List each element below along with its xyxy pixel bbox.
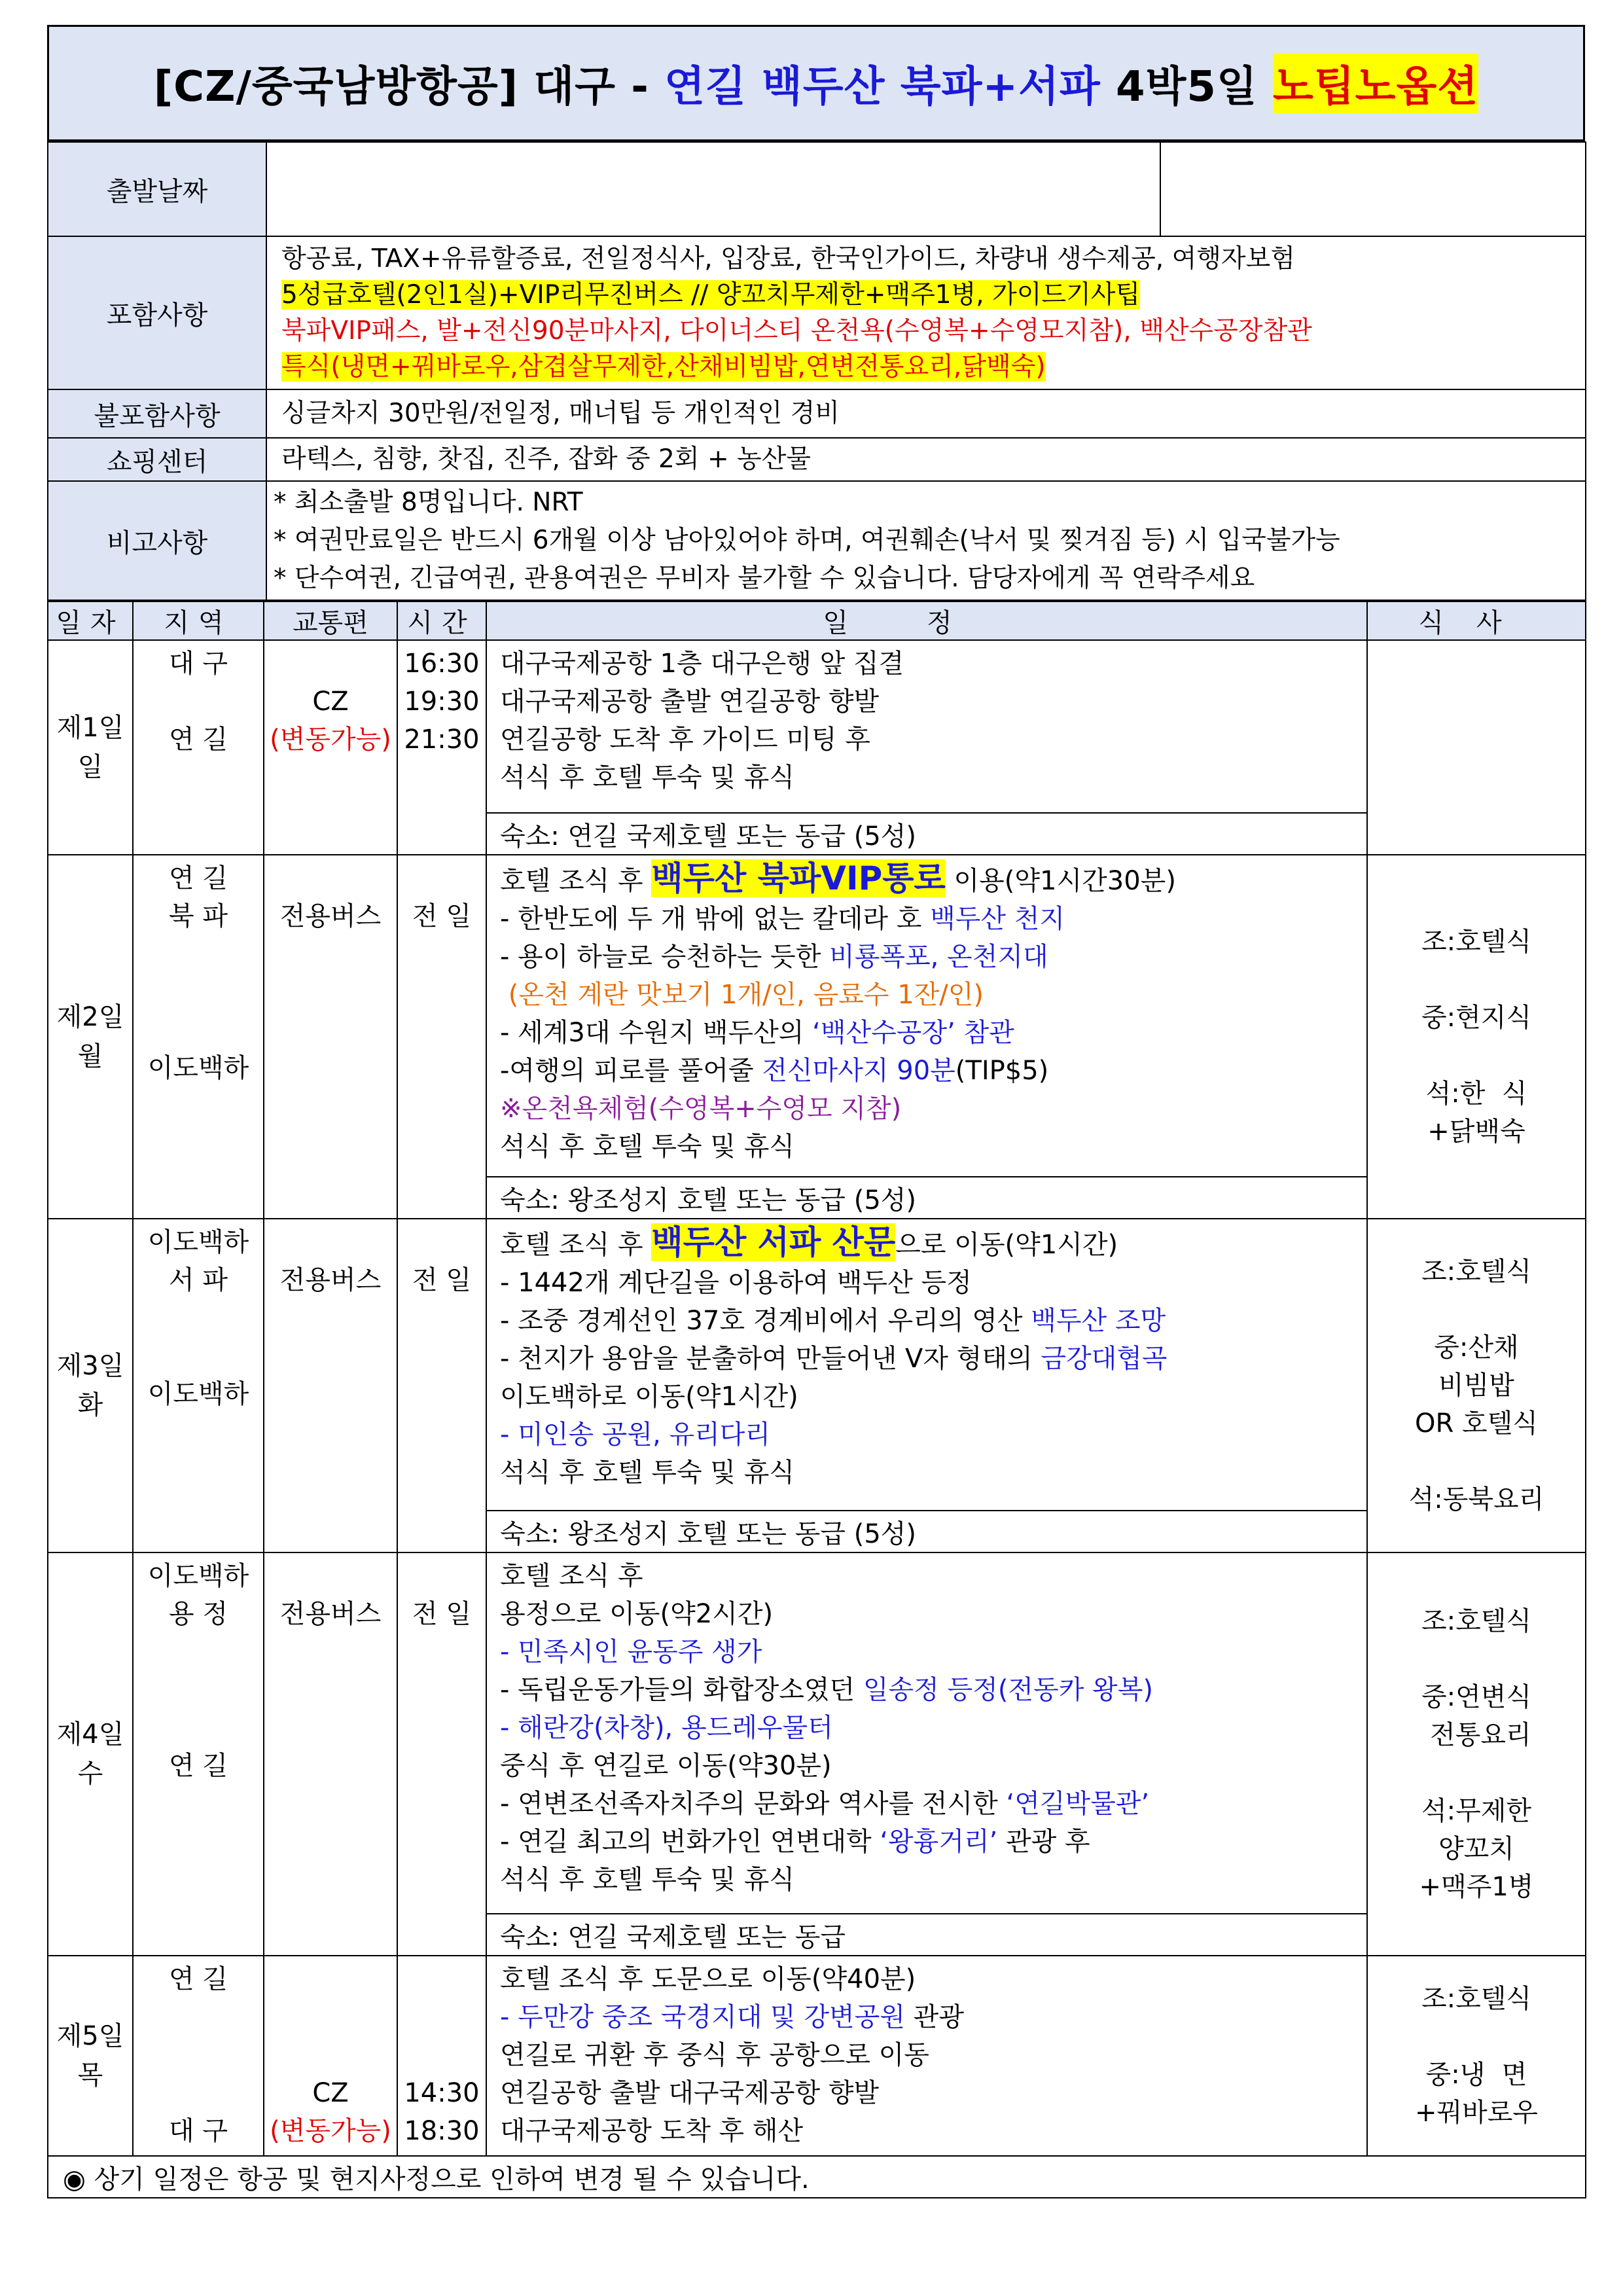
meal: 석:한 식	[1425, 1079, 1527, 1109]
transport-note: (변동가능)	[270, 2116, 391, 2146]
schedule-line	[500, 938, 1366, 976]
text: - 연길 최고의 번화가인 연변대학	[500, 1827, 880, 1857]
attraction: ‘연길박물관’	[1006, 1789, 1150, 1819]
header-day: 일자	[48, 601, 133, 640]
schedule-line: 대구국제공항 출발 연길공항 향발	[500, 687, 880, 717]
meal: 조:호텔식	[1421, 927, 1532, 957]
attraction: 금강대협곡	[1041, 1344, 1168, 1374]
schedule-line	[500, 1785, 1366, 1823]
meal: +꿔바로우	[1414, 2098, 1539, 2128]
itinerary-document	[47, 25, 1585, 2198]
day-weekday: 일	[77, 752, 103, 782]
text: -여행의 피로를 풀어줄	[500, 1056, 762, 1086]
schedule-line: - 1442개 계단길을 이용하여 백두산 등정	[500, 1268, 972, 1298]
day-row	[48, 1219, 1586, 1511]
region-cell	[133, 1956, 264, 2156]
day-weekday: 월	[77, 1041, 103, 1071]
day-row	[48, 640, 1586, 813]
header-schedule: 일정	[486, 601, 1367, 640]
header-time: 시간	[397, 601, 486, 640]
day-weekday: 수	[77, 1759, 103, 1789]
region-cell	[133, 1552, 264, 1956]
schedule-line	[500, 1052, 1366, 1090]
region: 연 길	[169, 1964, 228, 1994]
region-spacer	[134, 1633, 263, 1747]
text: 으로 이동(약1시간)	[895, 1230, 1118, 1260]
schedule-line: 중식 후 연길로 이동(약30분)	[500, 1751, 832, 1781]
included-line	[281, 277, 1585, 313]
meal-spacer	[1368, 1291, 1585, 1329]
transport-cell	[264, 855, 397, 1219]
schedule-header	[48, 601, 1586, 640]
schedule-line	[500, 859, 1366, 900]
text: - 천지가 용암을 분출하여 만들어낸 V자 형태의	[500, 1344, 1041, 1374]
highlight-attraction: 백두산 서파 산문	[651, 1223, 896, 1261]
day-label	[48, 1219, 133, 1552]
time: 전 일	[412, 1599, 471, 1629]
transport-cell	[264, 1552, 397, 1956]
schedule-line: 대구국제공항 1층 대구은행 앞 집결	[500, 649, 904, 679]
airline-code: CZ	[312, 687, 349, 717]
meal: 전통요리	[1421, 1720, 1531, 1750]
departure-label: 출발날짜	[48, 142, 266, 236]
meal: 중:현지식	[1421, 1003, 1532, 1033]
region-cell	[133, 640, 264, 855]
schedule-line	[500, 1823, 1366, 1861]
header-transport: 교통편	[264, 601, 397, 640]
transport-mode: 전용버스	[279, 1265, 382, 1295]
schedule-line: (온천 계란 맛보기 1개/인, 음료수 1잔/인)	[500, 980, 984, 1010]
time: 16:30	[404, 649, 480, 679]
meals-cell	[1367, 1552, 1586, 1956]
text: 호텔 조식 후	[500, 1230, 652, 1260]
region: 연 길	[169, 725, 228, 755]
schedule-line: - 미인송 공원, 유리다리	[500, 1420, 771, 1450]
excluded-label: 불포함사항	[48, 389, 266, 438]
meal: 조:호텔식	[1421, 1606, 1532, 1636]
text: - 세계3대 수원지 백두산의	[500, 1018, 813, 1048]
schedule-line: 용정으로 이동(약2시간)	[500, 1599, 774, 1629]
transport-cell	[264, 1956, 397, 2156]
schedule-cell	[486, 1552, 1367, 1914]
departure-extra-cell	[1160, 142, 1586, 236]
meals-cell	[1367, 855, 1586, 1219]
meal-spacer	[1368, 2018, 1585, 2056]
schedule-table	[47, 601, 1586, 2198]
transport-cell	[264, 1219, 397, 1552]
day-number: 제1일	[56, 713, 124, 743]
highlight-attraction: 백두산 북파VIP통로	[651, 859, 946, 897]
meal: OR 호텔식	[1415, 1408, 1538, 1439]
included-special-meals: 특식(냉면+꿔바로우,삼겹살무제한,산채비빔밥,연변전통요리,닭백숙)	[281, 352, 1046, 382]
text: - 독립운동가들의 화합장소였던	[500, 1675, 863, 1705]
schedule-cell	[486, 1219, 1367, 1511]
meal: 석:무제한	[1421, 1796, 1532, 1826]
transport-cell	[264, 640, 397, 855]
transport-mode: 전용버스	[279, 901, 382, 931]
meal-spacer	[1368, 1640, 1585, 1678]
title-prefix: [CZ/중국남방항공] 대구 -	[153, 63, 665, 111]
meal: 조:호텔식	[1421, 1257, 1532, 1287]
time: 14:30	[404, 2078, 480, 2108]
region: 용 정	[169, 1599, 228, 1629]
text: (TIP$5)	[955, 1056, 1049, 1086]
region-spacer	[134, 1998, 263, 2112]
region: 대 구	[169, 2116, 228, 2146]
schedule-line	[500, 1998, 1366, 2036]
region-cell	[133, 855, 264, 1219]
schedule-line	[500, 1223, 1366, 1264]
included-line	[281, 349, 1585, 385]
region: 이도백하	[147, 1561, 249, 1591]
attraction: 전신마사지 90분	[762, 1056, 955, 1086]
title-no-tip-badge: 노팁노옵션	[1273, 53, 1478, 113]
schedule-line: ※온천욕체험(수영복+수영모 지참)	[500, 1094, 902, 1124]
schedule-line: 연길공항 도착 후 가이드 미팅 후	[500, 725, 870, 755]
attraction: - 두만강 중조 국경지대 및 강변공원	[500, 2002, 905, 2032]
time-cell	[397, 855, 486, 1219]
note-item: * 단수여권, 긴급여권, 관용여권은 무비자 불가할 수 있습니다. 담당자에게 꼭 연락주세요	[274, 564, 1255, 593]
day-number: 제4일	[56, 1719, 124, 1749]
text: 호텔 조식 후	[500, 866, 652, 896]
region: 이도백하	[147, 1227, 249, 1257]
text: - 용이 하늘로 승천하는 듯한	[500, 942, 830, 972]
meal: 비빔밥	[1438, 1371, 1514, 1401]
meal: 석:동북요리	[1408, 1484, 1544, 1515]
day-label	[48, 1552, 133, 1956]
schedule-line	[500, 1014, 1366, 1052]
meal: +닭백숙	[1427, 1117, 1525, 1147]
region: 대 구	[169, 649, 228, 679]
schedule-line: 이도백하로 이동(약1시간)	[500, 1382, 798, 1412]
footer-note: ◉ 상기 일정은 항공 및 현지사정으로 인하여 변경 될 수 있습니다.	[48, 2156, 1586, 2198]
day-label	[48, 1956, 133, 2156]
time: 19:30	[404, 687, 480, 717]
included-label: 포함사항	[48, 236, 266, 389]
meals-cell	[1367, 640, 1586, 855]
lodging: 숙소: 연길 국제호텔 또는 동급 (5성)	[486, 813, 1367, 855]
note-item: * 여권만료일은 반드시 6개월 이상 남아있어야 하며, 여권훼손(낙서 및 찢겨짐 등) 시 입국불가능	[274, 526, 1340, 555]
schedule-cell	[486, 640, 1367, 813]
region: 연 길	[169, 863, 228, 893]
meal: 중:산채	[1434, 1333, 1519, 1363]
meal: 조:호텔식	[1421, 1984, 1532, 2014]
day-number: 제2일	[56, 1002, 124, 1032]
text: - 조중 경계선인 37호 경계비에서 우리의 영산	[500, 1306, 1031, 1336]
text: 관광 후	[997, 1827, 1090, 1857]
header-meals: 식사	[1367, 601, 1586, 640]
attraction: 백두산 조망	[1031, 1306, 1166, 1336]
meal: 양꼬치	[1438, 1834, 1514, 1864]
lodging: 숙소: 연길 국제호텔 또는 동급	[486, 1914, 1367, 1956]
schedule-line: 연길로 귀환 후 중식 후 공항으로 이동	[500, 2040, 929, 2070]
airline-code: CZ	[312, 2078, 349, 2108]
info-table	[47, 141, 1586, 601]
departure-date-cell	[266, 142, 1160, 236]
text: - 연변조선족자치주의 문화와 역사를 전시한	[500, 1789, 1007, 1819]
region	[134, 683, 263, 721]
attraction: 일송정 등정(전동카 왕복)	[863, 1675, 1153, 1705]
attraction: 비룡폭포, 온천지대	[829, 942, 1048, 972]
day-weekday: 화	[77, 1390, 103, 1420]
time: 전 일	[412, 1265, 471, 1295]
region: 이도백하	[147, 1379, 249, 1409]
schedule-line	[500, 1671, 1366, 1709]
meals-cell	[1367, 1956, 1586, 2156]
schedule-cell	[486, 1956, 1367, 2156]
schedule-line: 석식 후 호텔 투숙 및 휴식	[500, 762, 794, 793]
schedule-line: 호텔 조식 후	[500, 1561, 643, 1591]
note-item: * 최소출발 8명입니다. NRT	[274, 488, 583, 517]
region-spacer	[134, 935, 263, 1049]
included-highlight: 5성급호텔(2인1실)+VIP리무진버스 // 양꼬치무제한+맥주1병, 가이드기사팁	[281, 280, 1141, 310]
text: 관광	[904, 2002, 964, 2032]
included-cell	[266, 236, 1586, 389]
schedule-line: - 민족시인 윤동주 생가	[500, 1637, 762, 1667]
meals-cell	[1367, 1219, 1586, 1552]
meal-spacer	[1368, 1443, 1585, 1480]
meal: +맥주1병	[1419, 1872, 1534, 1902]
schedule-cell	[486, 855, 1367, 1177]
schedule-line: 석식 후 호텔 투숙 및 휴식	[500, 1865, 794, 1895]
time-cell	[397, 640, 486, 855]
day-row	[48, 1956, 1586, 2156]
transport-note: (변동가능)	[270, 725, 391, 755]
lodging: 숙소: 왕조성지 호텔 또는 동급 (5성)	[486, 1177, 1367, 1219]
region: 북 파	[169, 901, 228, 931]
region: 서 파	[169, 1265, 228, 1295]
text: - 한반도에 두 개 밖에 없는 칼데라 호	[500, 904, 931, 934]
schedule-line: - 해란강(차창), 용드레우물터	[500, 1713, 833, 1743]
document-title	[47, 25, 1585, 141]
day-label	[48, 855, 133, 1219]
title-route: 연길 백두산 북파+서파	[664, 63, 1101, 111]
shopping-label: 쇼핑센터	[48, 438, 266, 481]
day-weekday: 목	[77, 2060, 103, 2090]
region: 연 길	[169, 1751, 228, 1781]
region: 이도백하	[147, 1053, 249, 1083]
meal-spacer	[1368, 1037, 1585, 1075]
included-line: 항공료, TAX+유류할증료, 전일정식사, 입장료, 한국인가이드, 차량내 생수제공, 여행자보험	[281, 244, 1295, 274]
day-number: 제5일	[56, 2021, 124, 2051]
transport-mode: 전용버스	[279, 1599, 382, 1629]
schedule-line: 대구국제공항 도착 후 해산	[500, 2116, 804, 2146]
schedule-line: 호텔 조식 후 도문으로 이동(약40분)	[500, 1964, 916, 1994]
schedule-line: 석식 후 호텔 투숙 및 휴식	[500, 1132, 794, 1162]
schedule-line	[500, 900, 1366, 938]
attraction: ‘백산수공장’ 참관	[812, 1018, 1014, 1048]
meal: 중:냉 면	[1425, 2060, 1527, 2090]
title-duration: 4박5일	[1100, 63, 1273, 111]
day-row	[48, 1552, 1586, 1914]
included-line: 북파VIP패스, 발+전신90분마사지, 다이너스티 온천욕(수영복+수영모지참), 백산수공장참관	[281, 316, 1312, 346]
attraction: ‘왕흉거리’	[880, 1827, 998, 1857]
day-row	[48, 855, 1586, 1177]
schedule-line: 연길공항 출발 대구국제공항 향발	[500, 2078, 880, 2108]
schedule-line	[500, 1340, 1366, 1378]
notes-cell	[266, 481, 1586, 600]
time: 18:30	[404, 2116, 480, 2146]
region-spacer	[134, 1299, 263, 1375]
shopping-value: 라텍스, 침향, 찻집, 진주, 잡화 중 2회 + 농산물	[266, 438, 1586, 481]
schedule-line: 석식 후 호텔 투숙 및 휴식	[500, 1458, 794, 1488]
time: 21:30	[404, 725, 480, 755]
notes-label: 비고사항	[48, 481, 266, 600]
time-cell	[397, 1956, 486, 2156]
meal-spacer	[1368, 1754, 1585, 1792]
lodging: 숙소: 왕조성지 호텔 또는 동급 (5성)	[486, 1511, 1367, 1552]
meal: 중:연변식	[1421, 1682, 1532, 1712]
day-label	[48, 640, 133, 855]
schedule-line	[500, 1302, 1366, 1340]
attraction: 백두산 천지	[930, 904, 1065, 934]
time: 전 일	[412, 901, 471, 931]
time-cell	[397, 1552, 486, 1956]
meal-spacer	[1368, 961, 1585, 999]
excluded-value: 싱글차지 30만원/전일정, 매너팁 등 개인적인 경비	[266, 389, 1586, 438]
day-number: 제3일	[56, 1351, 124, 1381]
header-region: 지역	[133, 601, 264, 640]
text: 이용(약1시간30분)	[945, 866, 1176, 896]
region-cell	[133, 1219, 264, 1552]
time-cell	[397, 1219, 486, 1552]
